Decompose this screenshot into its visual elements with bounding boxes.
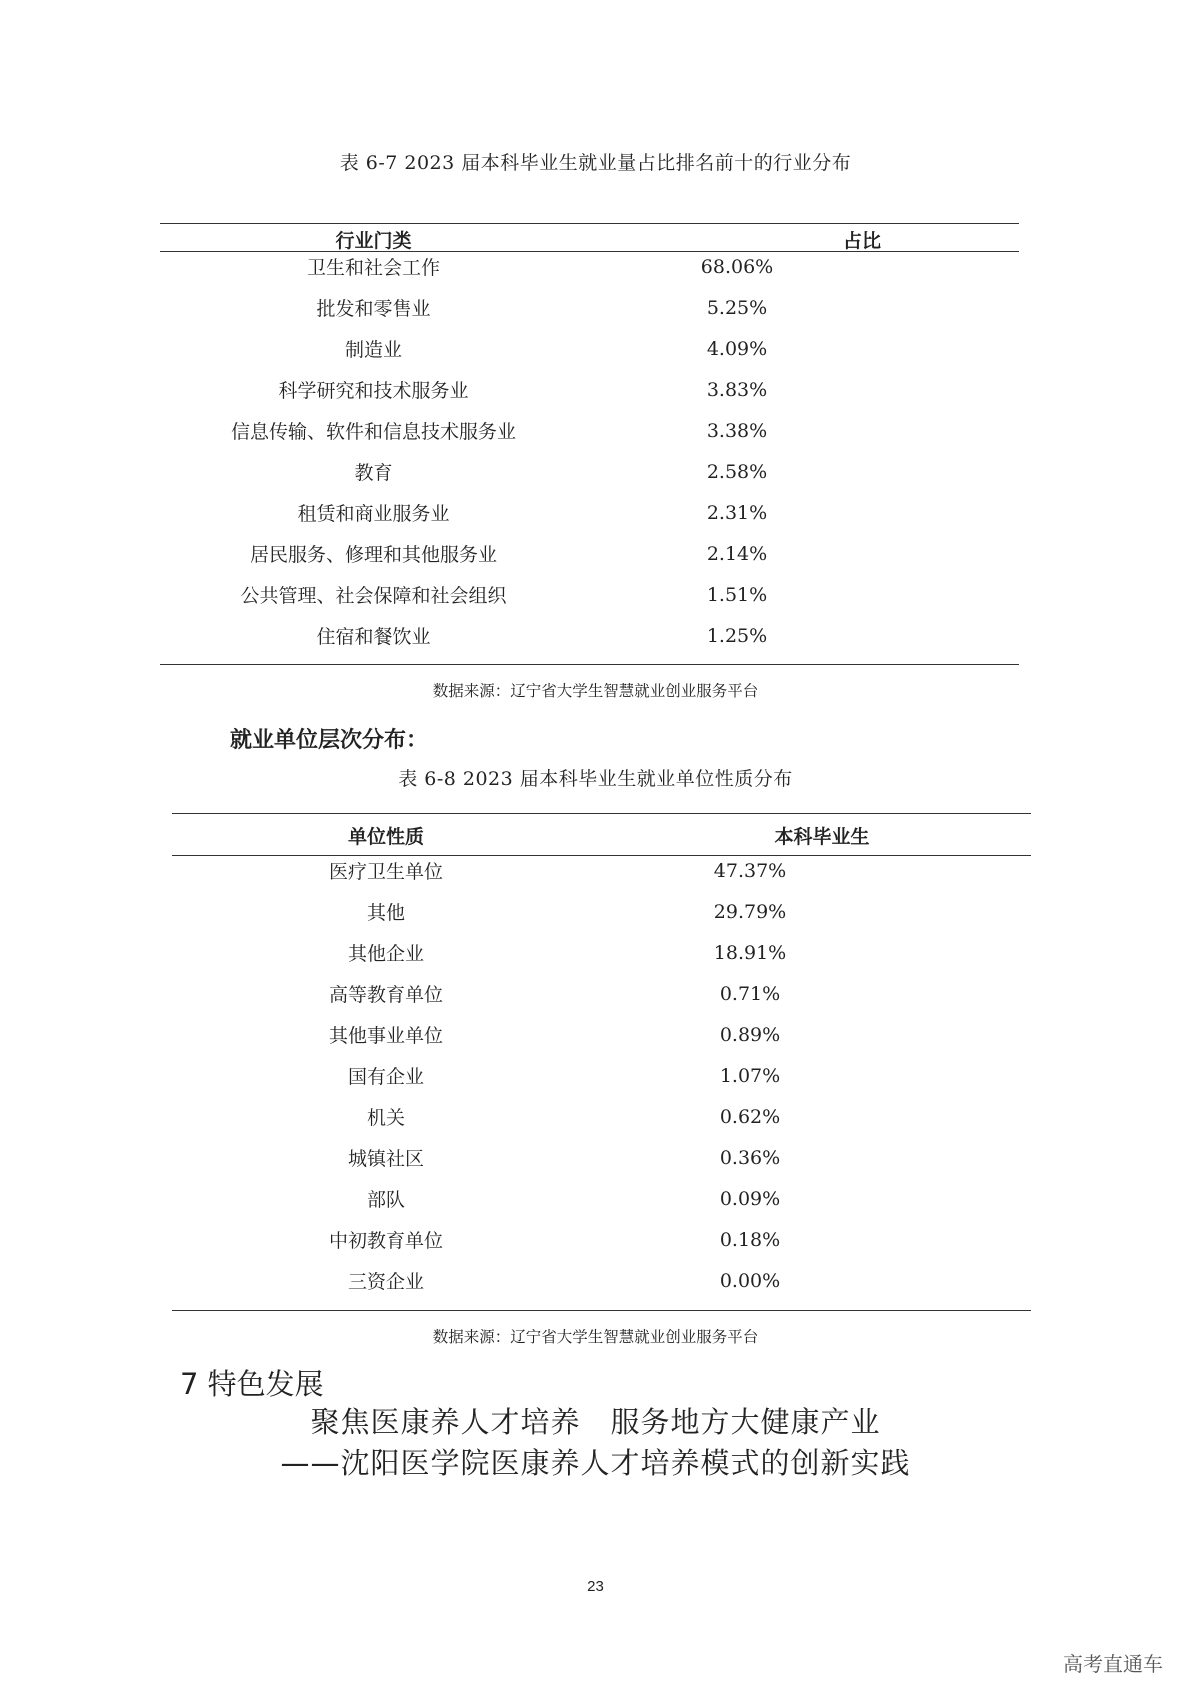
share-cell: 2.31%	[706, 501, 768, 524]
unit-type-cell: 医疗卫生单位	[328, 861, 443, 883]
unit-type-cell: 其他	[366, 902, 405, 924]
table-row	[172, 891, 1031, 932]
share-cell: 3.83%	[706, 378, 768, 401]
table1-header-share: 占比	[842, 230, 881, 252]
industry-cell: 信息传输、软件和信息技术服务业	[230, 421, 516, 443]
table-row	[172, 850, 1031, 891]
unit-type-cell: 机关	[366, 1107, 405, 1129]
share-cell: 0.71%	[719, 982, 781, 1005]
unit-type-cell: 其他事业单位	[328, 1025, 443, 1047]
table2-body	[172, 850, 1031, 1301]
share-cell: 2.58%	[706, 460, 768, 483]
unit-type-cell: 城镇社区	[347, 1148, 424, 1170]
table-row	[160, 574, 1019, 615]
table2-header-type: 单位性质	[347, 826, 424, 848]
section-subtitle-line1: 聚焦医康养人才培养 服务地方大健康产业	[310, 1405, 881, 1439]
table-row	[172, 1137, 1031, 1178]
table1-header-industry: 行业门类	[335, 230, 412, 252]
share-cell: 68.06%	[700, 255, 774, 278]
table1-top-rule	[160, 223, 1019, 224]
share-cell: 1.07%	[719, 1064, 781, 1087]
share-cell: 1.51%	[706, 583, 768, 606]
industry-cell: 租赁和商业服务业	[297, 503, 450, 525]
table-row	[172, 973, 1031, 1014]
table-row	[160, 369, 1019, 410]
table-row	[160, 615, 1019, 656]
share-cell: 29.79%	[713, 900, 787, 923]
share-cell: 18.91%	[713, 941, 787, 964]
table1-source-note: 数据来源：辽宁省大学生智慧就业创业服务平台	[432, 682, 759, 700]
table-row	[160, 533, 1019, 574]
unit-type-cell: 中初教育单位	[328, 1230, 443, 1252]
table-row	[160, 287, 1019, 328]
industry-cell: 居民服务、修理和其他服务业	[249, 544, 497, 566]
table-row	[172, 1096, 1031, 1137]
table-row	[160, 492, 1019, 533]
section-title: 7 特色发展	[180, 1367, 324, 1401]
share-cell: 0.36%	[719, 1146, 781, 1169]
industry-cell: 住宿和餐饮业	[316, 626, 431, 648]
share-cell: 1.25%	[706, 624, 768, 647]
share-cell: 0.00%	[719, 1269, 781, 1292]
table-row	[172, 1219, 1031, 1260]
table1-bottom-rule	[160, 664, 1019, 665]
table-row	[172, 1055, 1031, 1096]
unit-type-cell: 国有企业	[347, 1066, 424, 1088]
table2-source-note: 数据来源：辽宁省大学生智慧就业创业服务平台	[432, 1328, 759, 1346]
subheading: 就业单位层次分布：	[230, 728, 429, 753]
share-cell: 5.25%	[706, 296, 768, 319]
table1-caption: 表 6-7 2023 届本科毕业生就业量占比排名前十的行业分布	[339, 152, 852, 174]
industry-cell: 科学研究和技术服务业	[278, 380, 469, 402]
table-row	[160, 328, 1019, 369]
table-row	[160, 451, 1019, 492]
table2-top-rule	[172, 813, 1031, 814]
unit-type-cell: 高等教育单位	[328, 984, 443, 1006]
table2-header	[172, 815, 1031, 855]
industry-cell: 教育	[354, 462, 393, 484]
unit-type-cell: 其他企业	[347, 943, 424, 965]
share-cell: 0.62%	[719, 1105, 781, 1128]
share-cell: 0.89%	[719, 1023, 781, 1046]
table-row	[160, 246, 1019, 287]
page-number: 23	[587, 1578, 604, 1595]
unit-type-cell: 三资企业	[347, 1271, 424, 1293]
table-row	[172, 932, 1031, 973]
share-cell: 4.09%	[706, 337, 768, 360]
table2-caption: 表 6-8 2023 届本科毕业生就业单位性质分布	[398, 768, 793, 790]
industry-cell: 制造业	[344, 339, 402, 361]
table1-body	[160, 246, 1019, 656]
industry-cell: 卫生和社会工作	[306, 257, 440, 279]
table-row	[172, 1260, 1031, 1301]
section-subtitle-line2: ——沈阳医学院医康养人才培养模式的创新实践	[280, 1446, 911, 1480]
unit-type-cell: 部队	[366, 1189, 405, 1211]
share-cell: 3.38%	[706, 419, 768, 442]
table2-bottom-rule	[172, 1310, 1031, 1311]
share-cell: 0.18%	[719, 1228, 781, 1251]
table-row	[172, 1178, 1031, 1219]
industry-cell: 公共管理、社会保障和社会组织	[240, 585, 507, 607]
share-cell: 0.09%	[719, 1187, 781, 1210]
table-row	[172, 1014, 1031, 1055]
industry-cell: 批发和零售业	[316, 298, 431, 320]
share-cell: 2.14%	[706, 542, 768, 565]
watermark-text: 高考直通车	[1063, 1652, 1163, 1676]
table2-header-share: 本科毕业生	[774, 826, 870, 848]
share-cell: 47.37%	[713, 859, 787, 882]
table-row	[160, 410, 1019, 451]
